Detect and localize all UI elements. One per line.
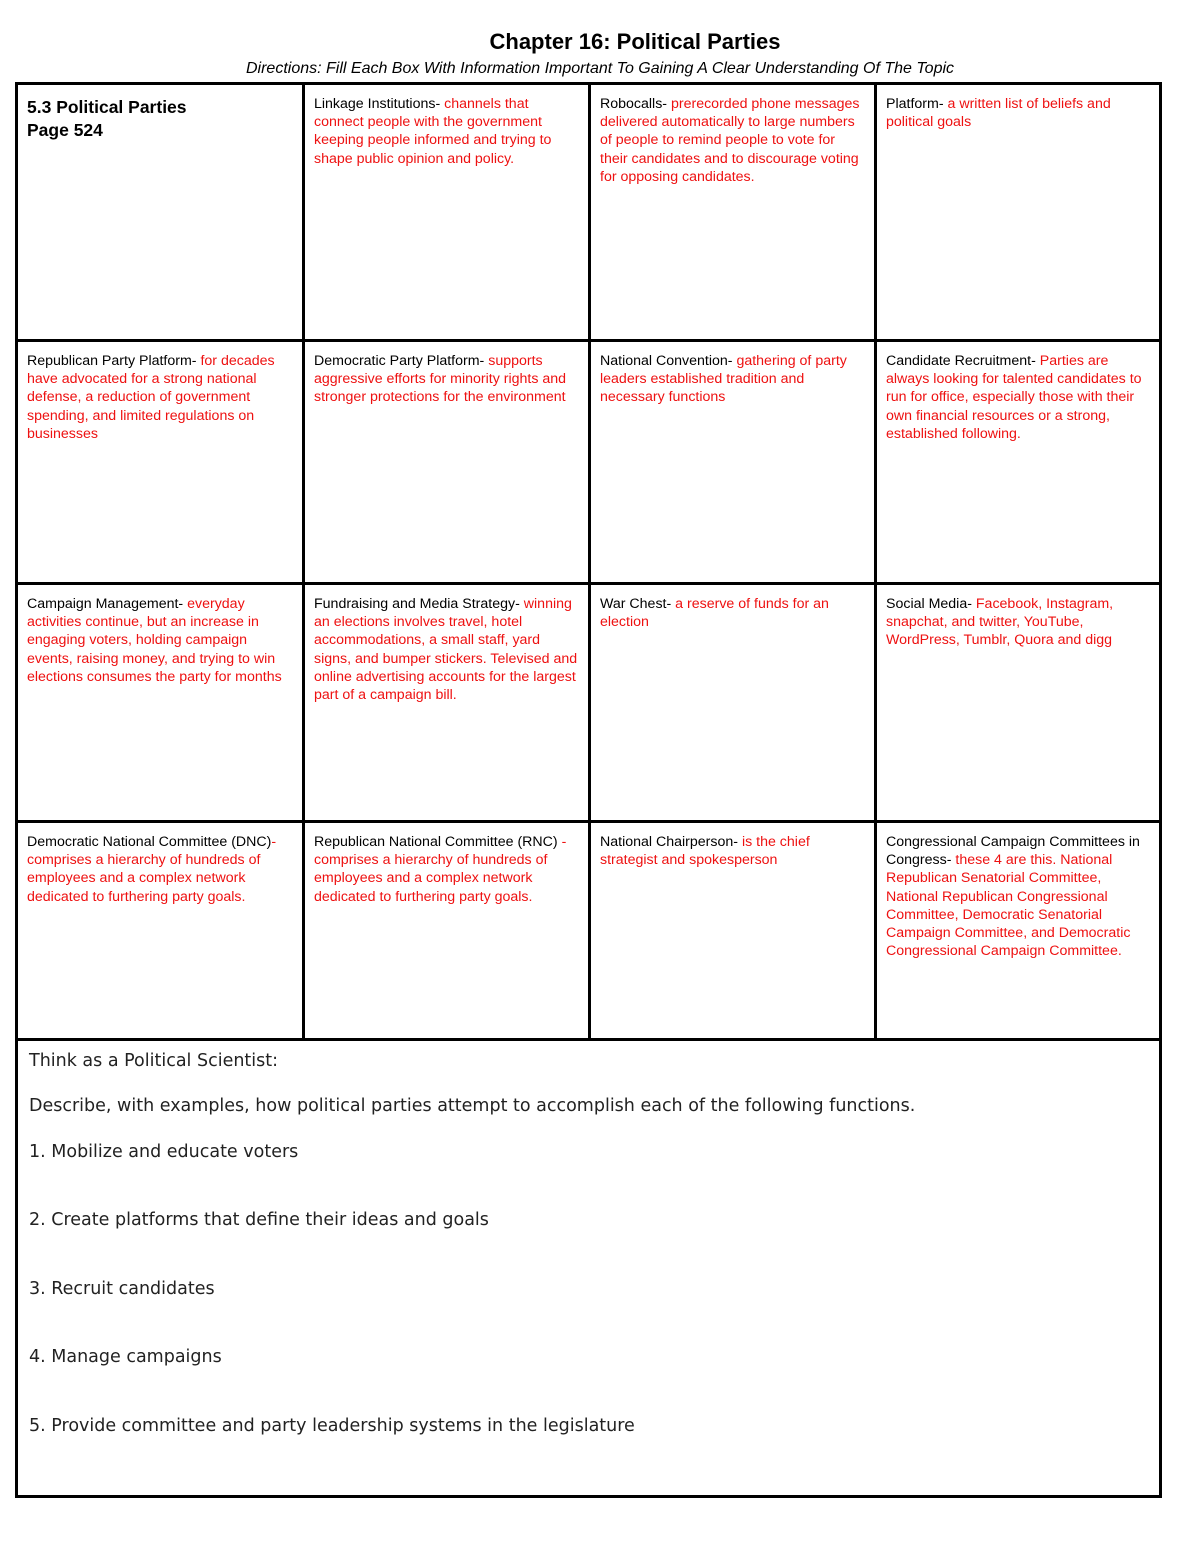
think-heading: Think as a Political Scientist: [29,1051,279,1071]
term-definition: gathering of party leaders established tradition and necessary functions [600,353,847,406]
term-definition: Parties are always looking for talented candidates to run for office, especially those with their own financial resources or a strong, established following. [886,353,1142,442]
think-section [15,1038,1162,1498]
topic-grid [15,82,1162,1041]
term-cell [877,342,1159,585]
directions: Directions: Fill Each Box With Information Important To Gaining A Clear Understanding Of The Topic [245,60,955,77]
page-title: Chapter 16: Political Parties [489,29,781,54]
section-header-cell [18,85,305,342]
term-label: Candidate Recruitment- [886,353,1036,369]
term-label: Congressional Campaign Committees in Congress- [886,834,1140,869]
term-label: Fundraising and Media Strategy- [314,596,520,612]
term-definition: channels that connect people with the government keeping people informed and trying to shape public opinion and policy. [314,96,552,167]
term-label: Republican Party Platform- [27,353,197,369]
term-label: Campaign Management- [27,596,184,612]
term-definition: prerecorded phone messages delivered automatically to large numbers of people to remind people to vote for their candidates and to discourage voting for opposing candidates. [600,96,860,185]
term-definition: these 4 are this. National Republican Senatorial Committee, National Republican Congressional Committee, Democratic Senatorial Campaign Committee, and Democratic Congressional Campaign Committee. [886,852,1131,960]
term-definition: for decades have advocated for a strong national defense, a reduction of government spending, and limited regulations on businesses [27,353,275,442]
term-definition: a reserve of funds for an election [600,596,829,631]
term-cell [305,85,591,342]
term-label: Democratic Party Platform- [314,353,485,369]
term-label: War Chest- [600,596,672,612]
term-cell [591,823,877,1038]
function-item: 5. Provide committee and party leadership systems in the legislature [29,1416,635,1436]
term-label: Platform- [886,96,944,112]
term-cell [18,823,305,1038]
page-reference: Page 524 [27,120,103,140]
term-cell [305,823,591,1038]
term-cell [305,342,591,585]
term-cell [877,823,1159,1038]
term-label: Republican National Committee (RNC) [314,834,558,850]
term-label: National Chairperson- [600,834,739,850]
function-item: 3. Recruit candidates [29,1279,215,1299]
section-title: 5.3 Political Parties [27,97,187,117]
term-cell [591,85,877,342]
think-prompt: Describe, with examples, how political parties attempt to accomplish each of the following functions. [29,1096,916,1116]
term-label: Social Media- [886,596,972,612]
term-definition: everyday activities continue, but an increase in engaging voters, holding campaign events, raising money, and trying to win elections consumes the party for months [27,596,282,685]
term-cell [591,342,877,585]
term-definition: - comprises a hierarchy of hundreds of employees and a complex network dedicated to furthering party goals. [27,834,277,905]
term-label: Robocalls- [600,96,668,112]
term-label: National Convention- [600,353,733,369]
function-item: 2. Create platforms that define their ideas and goals [29,1210,489,1230]
term-definition: a written list of beliefs and political goals [886,96,1111,131]
term-label: Democratic National Committee (DNC) [27,834,272,850]
term-definition: Facebook, Instagram, snapchat, and twitter, YouTube, WordPress, Tumblr, Quora and digg [886,596,1114,649]
function-item: 1. Mobilize and educate voters [29,1142,299,1162]
function-item: 4. Manage campaigns [29,1347,222,1367]
term-cell [18,585,305,823]
term-definition: supports aggressive efforts for minority rights and stronger protections for the environment [314,353,567,406]
term-cell [305,585,591,823]
term-label: Linkage Institutions- [314,96,441,112]
term-definition: is the chief strategist and spokesperson [600,834,810,869]
term-definition: - comprises a hierarchy of hundreds of employees and a complex network dedicated to furthering party goals. [314,834,567,905]
term-definition: winning an elections involves travel, hotel accommodations, a small staff, yard signs, and bumper stickers. Televised and online advertising accounts for the largest part of a campaign bill. [314,596,578,704]
term-cell [18,342,305,585]
term-cell [877,585,1159,823]
term-cell [591,585,877,823]
term-cell [877,85,1159,342]
